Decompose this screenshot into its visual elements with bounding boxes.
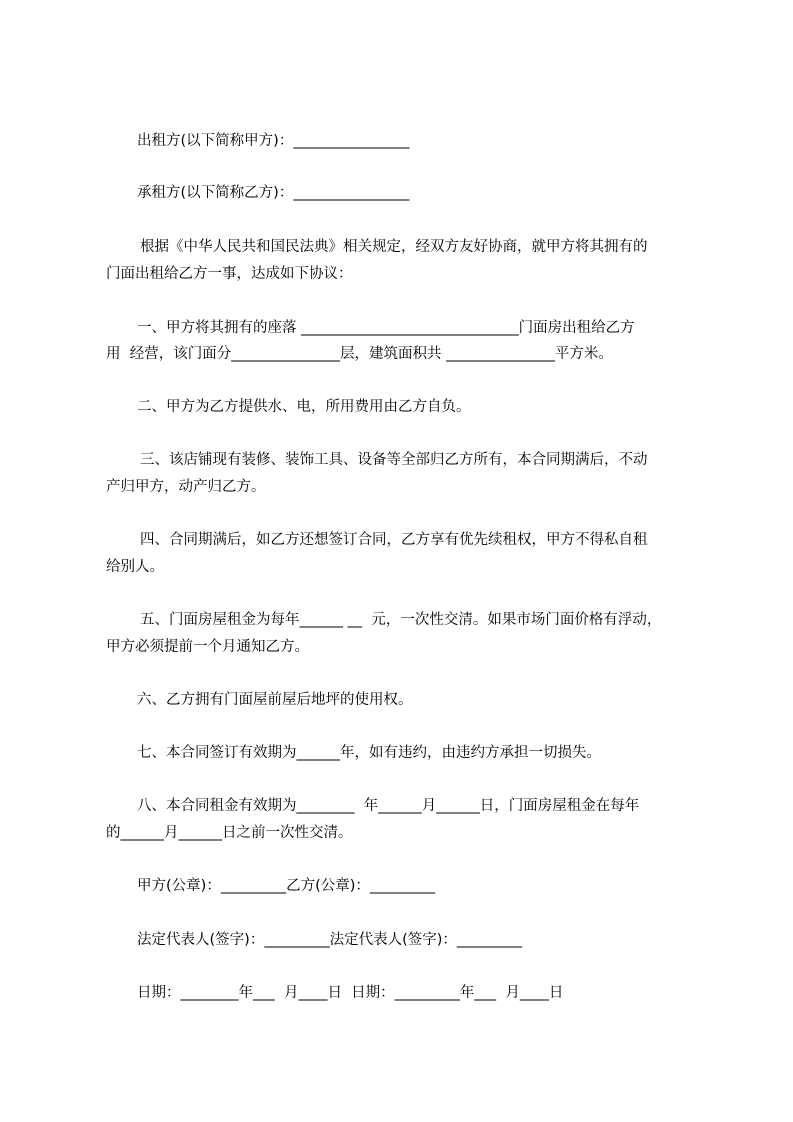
- clause-4-line-1: 四、合同期满后，如乙方还想签订合同，乙方享有优先续租权，甲方不得私自租: [140, 532, 648, 548]
- clause-2: 二、甲方为乙方提供水、电，所用费用由乙方自负。: [137, 399, 471, 415]
- date-line: 日期：________年___ 月____日 日期：_________年___ 月____日: [137, 985, 564, 1001]
- clause-5-line-1: 五、门面房屋租金为每年______ __ 元，一次性交清。如果市场门面价格有浮动，: [140, 612, 662, 628]
- lessee-line: 承租方(以下简称乙方)：________________: [137, 185, 410, 201]
- lessor-line: 出租方(以下简称甲方)：________________: [137, 133, 410, 149]
- clause-7: 七、本合同签订有效期为______年，如有违约，由违约方承担一切损失。: [137, 745, 601, 761]
- clause-3-line-2: 产归甲方，动产归乙方。: [106, 479, 266, 495]
- clause-1-line-1: 一、甲方将其拥有的座落 ______________________________门面房出租给乙方: [137, 320, 635, 336]
- clause-1-line-2: 用 经营，该门面分_______________层，建筑面积共 _______________平方米。: [106, 346, 613, 362]
- clause-8-line-1: 八、本合同租金有效期为________ 年______月______日，门面房屋租金在每年: [137, 798, 640, 814]
- preamble-line-2: 门面出租给乙方一事，达成如下协议：: [106, 266, 353, 282]
- seal-line: 甲方(公章)：_________乙方(公章)：_________: [137, 878, 436, 894]
- clause-6: 六、乙方拥有门面屋前屋后地坪的使用权。: [137, 692, 413, 708]
- preamble-line-1: 根据《中华人民共和国民法典》相关规定，经双方友好协商，就甲方将其拥有的: [140, 239, 648, 255]
- clause-5-line-2: 甲方必须提前一个月通知乙方。: [106, 639, 309, 655]
- clause-4-line-2: 给别人。: [106, 559, 164, 575]
- clause-8-line-2: 的______月______日之前一次性交清。: [106, 825, 353, 841]
- clause-3-line-1: 三、该店铺现有装修、装饰工具、设备等全部归乙方所有，本合同期满后，不动: [140, 452, 648, 468]
- representative-signature-line: 法定代表人(签字)：_________法定代表人(签字)：_________: [137, 932, 523, 948]
